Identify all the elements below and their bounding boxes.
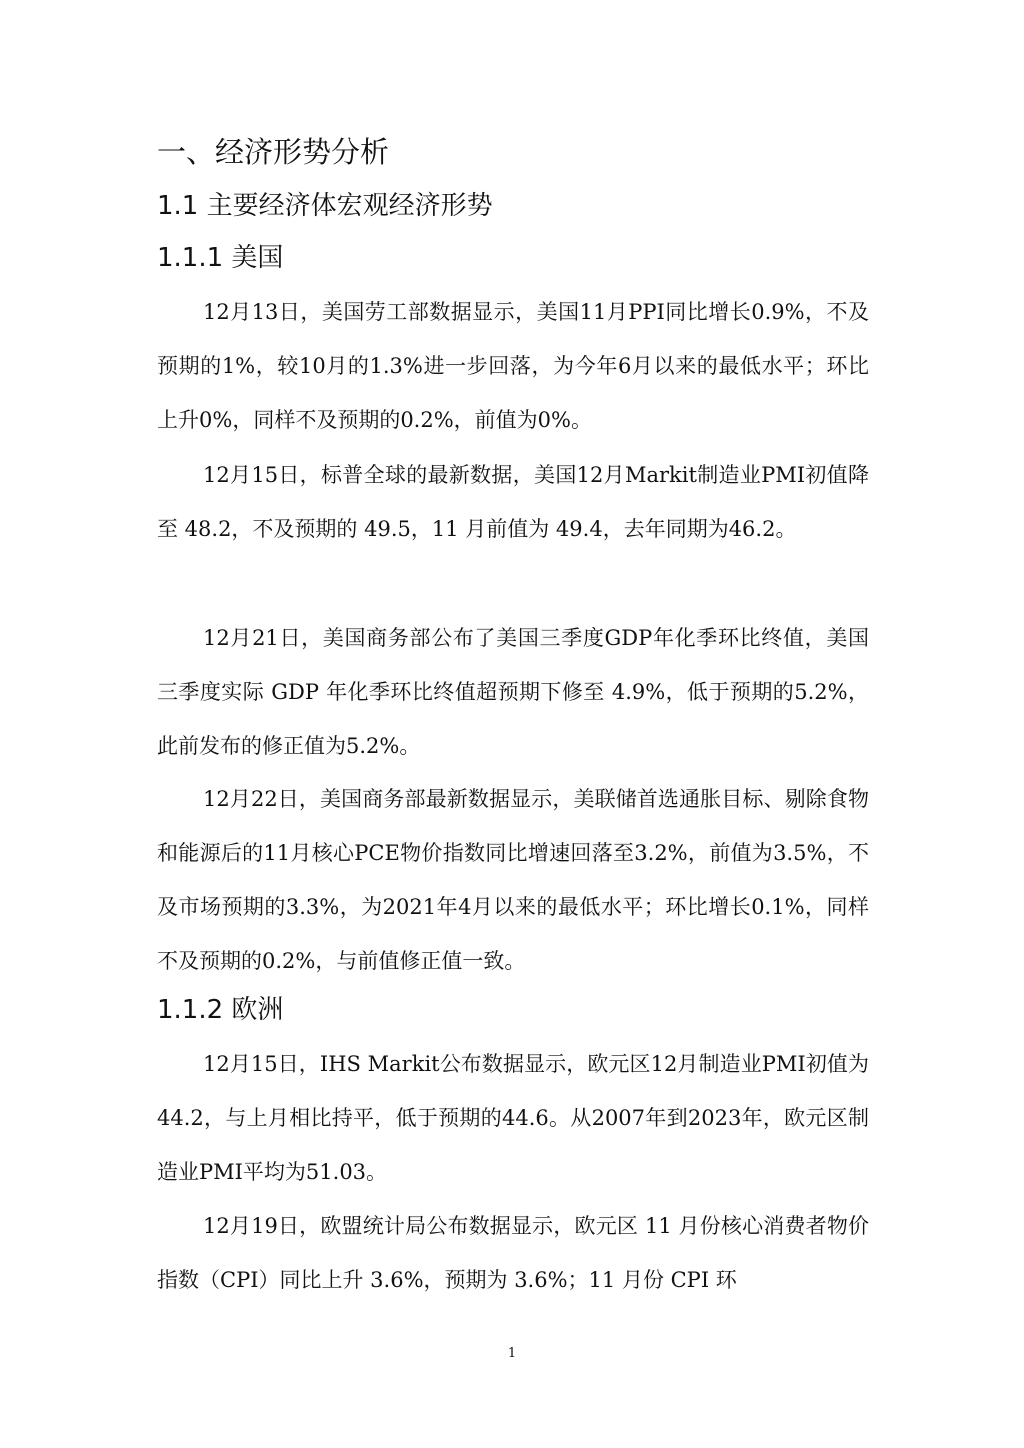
paragraph-eu-cpi: 12月19日，欧盟统计局公布数据显示，欧元区 11 月份核心消费者物价指数（CPI）同比上升 3.6%，预期为 3.6%；11 月份 CPI 环 [157, 1214, 869, 1292]
paragraph-us-pce: 12月22日，美国商务部最新数据显示，美联储首选通胀目标、剔除食物和能源后的11月核心PCE物价指数同比增速回落至3.2%，前值为3.5%，不及市场预期的3.3%，为2021年4月以来的最低水平；环比增长0.1%，同样不及预期的0.2%，与前值修正值一致。 [157, 787, 869, 973]
heading-major-economies: 1.1 主要经济体宏观经济形势 [157, 191, 493, 221]
heading-usa: 1.1.1 美国 [157, 243, 284, 273]
paragraph-eu-pmi: 12月15日，IHS Markit公布数据显示，欧元区12月制造业PMI初值为44.2，与上月相比持平，低于预期的44.6。从2007年到2023年，欧元区制造业PMI平均为51.03。 [157, 1052, 869, 1184]
page-number: 1 [507, 1346, 517, 1361]
paragraph-us-gdp: 12月21日，美国商务部公布了美国三季度GDP年化季环比终值，美国三季度实际 GDP 年化季环比终值超预期下修至 4.9%，低于预期的5.2%，此前发布的修正值为5.2%。 [157, 626, 869, 758]
heading-europe: 1.1.2 欧洲 [157, 995, 284, 1025]
heading-economic-situation: 一、经济形势分析 [157, 135, 390, 169]
paragraph-us-ppi: 12月13日，美国劳工部数据显示，美国11月PPI同比增长0.9%，不及预期的1%，较10月的1.3%进一步回落，为今年6月以来的最低水平；环比上升0%，同样不及预期的0.2%，前值为0%。 [157, 300, 869, 432]
paragraph-us-pmi: 12月15日，标普全球的最新数据，美国12月Markit制造业PMI初值降至 48.2，不及预期的 49.5，11 月前值为 49.4，去年同期为46.2。 [157, 463, 869, 541]
